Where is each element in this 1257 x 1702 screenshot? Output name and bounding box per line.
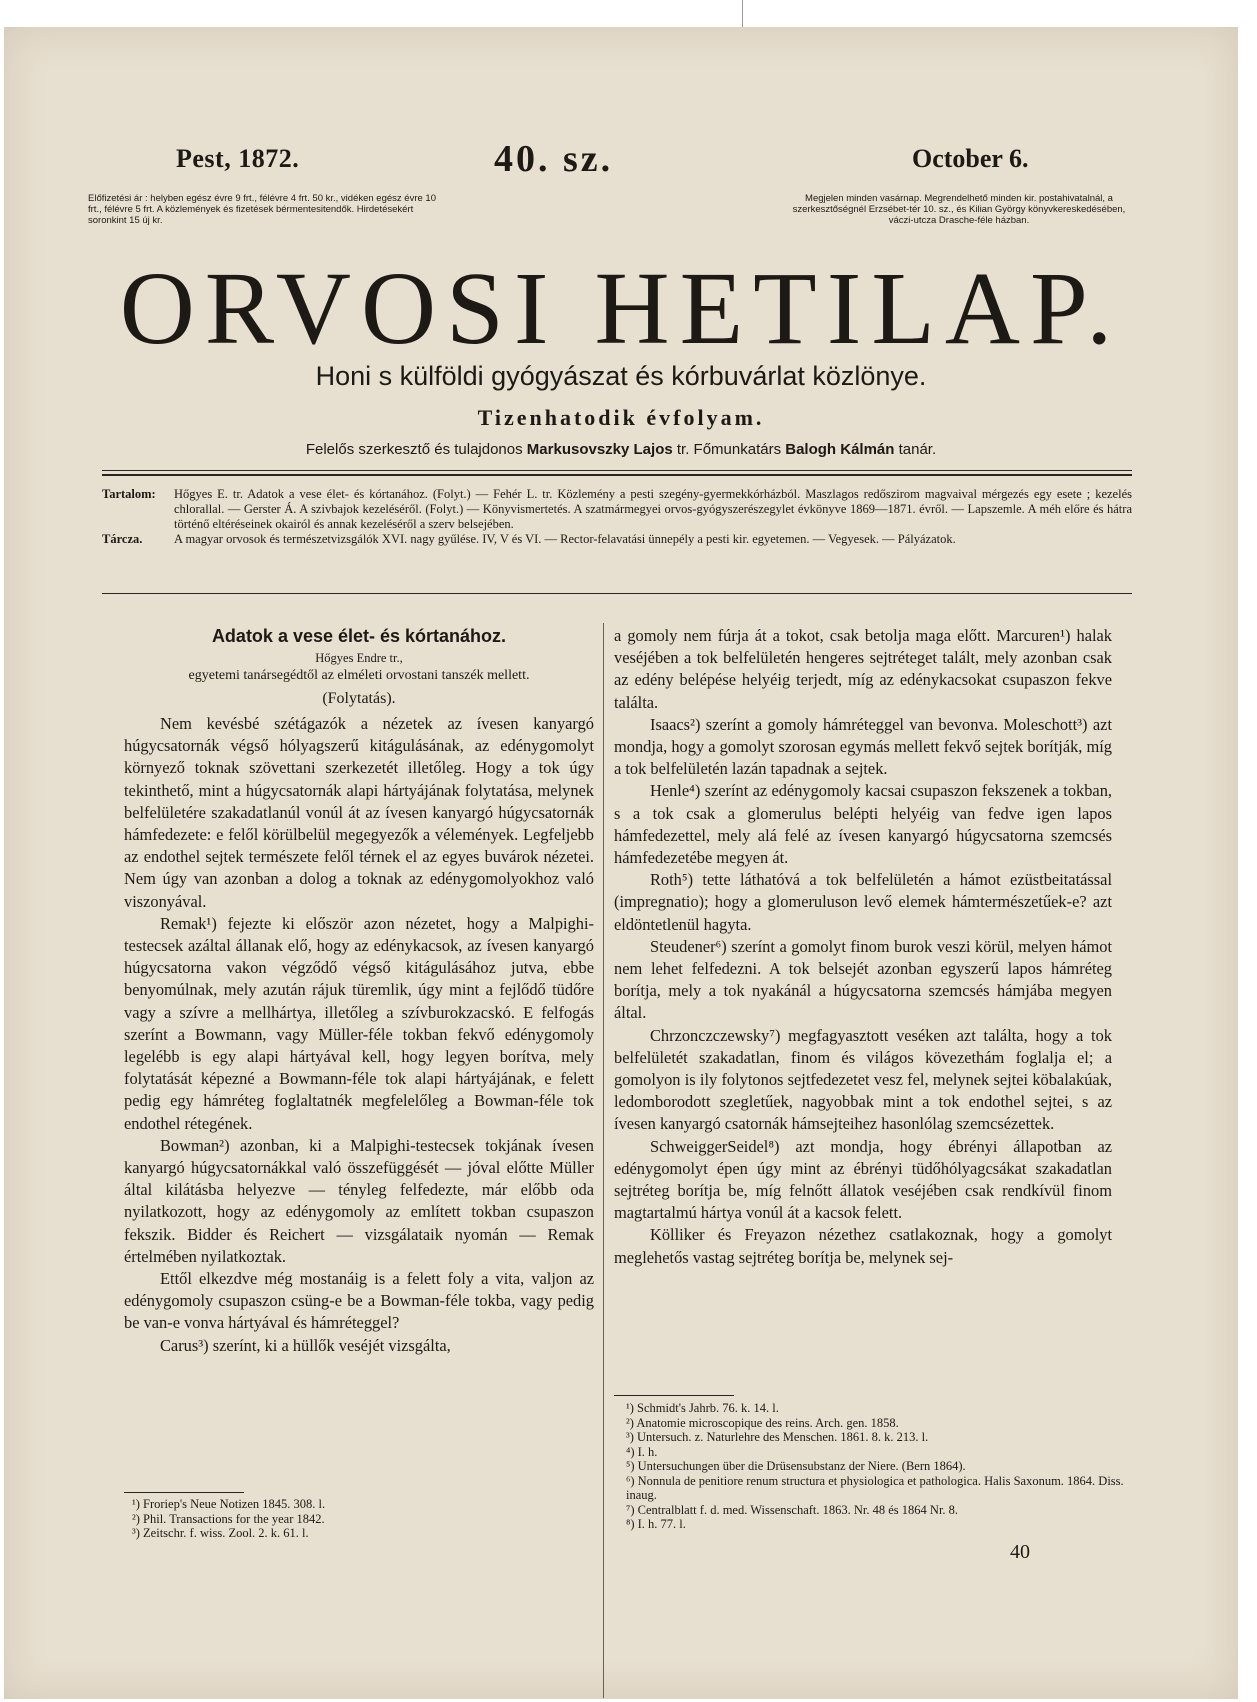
masthead-title: ORVOSI HETILAP.	[119, 251, 1123, 366]
footnote: ³) Untersuch. z. Naturlehre des Menschen. 1861. 8. k. 213. l.	[626, 1430, 929, 1444]
toc-rule	[102, 593, 1132, 594]
footnote: ⁴) I. h.	[626, 1444, 658, 1459]
right-paragraph: Kölliker és Freyazon nézethez csatlakoznak, hogy a gomolyt meglehetős vastag sejtréteg borítja be, melynek sej-	[614, 1225, 1112, 1267]
issue-date: October 6.	[912, 144, 1029, 173]
left-paragraph: Ettől elkezdve még mostanáig is a felett foly a vita, valjon az edénygomoly csupaszon csüng-e be a Bowman-féle tokba, vagy pedig be van-e vonva hártyával és hámréteggel?	[124, 1269, 594, 1333]
right-column	[614, 625, 1112, 1269]
footnote: ¹) Schmidt's Jahrb. 76. k. 14. l.	[626, 1401, 779, 1415]
toc-contents-row	[102, 487, 1132, 532]
toc-feuilleton-label: Tárcza.	[102, 532, 143, 546]
left-footnotes	[132, 1497, 592, 1541]
header-rule-thin	[102, 470, 1132, 471]
footnote: ¹) Froriep's Neue Notizen 1845. 308. l.	[132, 1497, 326, 1511]
volume-line: Tizenhatodik évfolyam.	[477, 405, 765, 430]
page-number: 40	[1010, 1541, 1030, 1563]
right-paragraph: Roth⁵) tette láthatóvá a tok belfelületén a hámot ezüstbeitatással (impregnatio); hogy a glomeruluson levő elemek hámtermészetűek-e? azt eldöntetlenül hagyta.	[614, 870, 1112, 934]
left-footnote-rule	[124, 1492, 244, 1493]
right-paragraph: Chrzonczczewsky⁷) megfagyasztott veséken azt találta, hogy a tok belfelületét szakadatlan, finom és világos kövezethám foglalja el; a gomolyon is ily folytonos sejtfedezetet vesz fel, melynek sejtei köbalakúak, ledomborodott szegletűek, nagyobbak mint a tok endothel sejtei, s az ívesen kanyargó csatornák hámsejteihez hasonlólag szemcsézettek.	[614, 1025, 1112, 1134]
publication-info: Megjelen minden vasárnap. Megrendelhető minden kir. postahivatalnál, a szerkesztőségnél Erzsébet-tér 10. sz., és Kilian György könyvkereskedésében, váczi-utcza Drasche-féle házban.	[792, 193, 1126, 226]
table-of-contents	[102, 487, 1132, 547]
left-paragraph: Carus³) szerínt, ki a hüllők veséjét vizsgálta,	[160, 1335, 451, 1355]
editor-name: Markusovszky Lajos	[526, 441, 673, 458]
footnote: ²) Phil. Transactions for the year 1842.	[132, 1511, 325, 1526]
editor-line	[4, 441, 1238, 458]
right-paragraph: a gomoly nem fúrja át a tokot, csak betolja maga előtt. Marcuren¹) halak veséjében a tok belfelületén hengeres sejtréteget talált, mely azonban csak az edény belépése helyéig terjedt, míg az edénykacsokat csupaszon fekve találta.	[614, 626, 1112, 712]
coeditor-name: Balogh Kálmán	[785, 441, 895, 458]
toc-contents-text: Hőgyes E. tr. Adatok a vese élet- és kórtanához. (Folyt.) — Fehér L. tr. Közlemény a pesti szegény-gyermekkórházból. Maszlagos redőszirom magvaival mérgezés egy esete ; kezelés chlorallal. — Gerster Á. A szivbajok kezeléséről. (Folyt.) — Könyvismertetés. A szatmármegyei orvos-gyógyszerészegylet évkönyve 1869—1871. évről. — Lapszemle. A méh előre és hátra történő eltéréseinek okairól és annak kezeléséről a szerv belsejében.	[174, 487, 1132, 531]
article-affiliation: egyetemi tanársegédtől az elméleti orvostani tanszék mellett.	[188, 668, 530, 683]
right-paragraph: SchweiggerSeidel⁸) azt mondja, hogy ébrényi állapotban az edénygomolyt épen úgy mint az ébrényi tüdőhólyagcsákat szakadatlan sejtréteg borítja be, míg felnőtt állatok veséjében csak rendkívül finom magtartalmú hártya vonúl át a kacsok felett.	[614, 1136, 1112, 1223]
subscription-info: Előfizetési ár : helyben egész évre 9 frt., félévre 4 frt. 50 kr., vidéken egész évre 10 frt., félévre 5 frt. A közlemények és fizetések bérmentesitendők. Hirdetésekért soronkint 15 új kr.	[88, 193, 436, 226]
footnote: ²) Anatomie microscopique des reins. Arch. gen. 1858.	[626, 1415, 899, 1430]
left-paragraph: Remak¹) fejezte ki először azon nézetet, hogy a Malpighi-testecsek azáltal állanak elő, hogy az edénykacsok, az ívesen kanyargó húgycsatorna vakon végződő végső kitágulásához jutva, ebbe benyomúlnak, mely azután rájuk türemlik, úgy mint a fejlődő tüdőre vagy a szívre a mellhártya, illetőleg a szívburokzacskó. E felfogás szerínt a Bowmann, vagy Müller-féle tokban fekvő edénygomoly legelébb is egy alapi hártyával kell, hogy legyen borítva, mely folytatását képezné a Bowmann-féle tok alapi hártyájának, e felett pedig egy hámréteg foglaltatnék megfelelőleg a Bowman-féle tok endothel rétegének.	[124, 913, 594, 1133]
coeditor-suffix: tanár.	[898, 441, 937, 458]
issue-number: 40. sz.	[494, 138, 614, 180]
article-author: Hőgyes Endre tr.,	[315, 651, 403, 665]
header-rule-thick	[102, 474, 1132, 476]
newspaper-page	[4, 27, 1238, 1699]
toc-feuilleton-row	[102, 532, 1132, 547]
footnote: ⁷) Centralblatt f. d. med. Wissenschaft. 1863. Nr. 48 és 1864 Nr. 8.	[626, 1502, 959, 1517]
paper-crease	[742, 0, 743, 27]
right-footnote-rule	[614, 1395, 734, 1396]
editor-mid: tr. Főmunkatárs	[676, 441, 782, 458]
left-column	[124, 623, 594, 1357]
footnote: ⁶) Nonnula de penitiore renum structura et physiologica et pathologica. Halis Saxonum. 1864. Diss. inaug.	[626, 1473, 1124, 1502]
right-paragraph: Isaacs²) szerínt a gomoly hámréteggel van bevonva. Moleschott³) azt mondja, hogy a gomolyt szorosan egymás mellett fekvő sejtek borítják, míg a tok belfelületén lazán tapadnak a sejtek.	[614, 714, 1112, 779]
article-continued: (Folytatás).	[322, 690, 396, 707]
right-footnotes	[626, 1401, 1124, 1532]
editor-prefix: Felelős szerkesztő és tulajdonos	[305, 441, 523, 458]
footnote: ⁸) I. h. 77. l.	[626, 1517, 686, 1531]
left-paragraph: Bowman²) azonban, ki a Malpighi-testecsek tokjának ívesen kanyargó húgycsatornákkal való összefüggését — jóval előtte Müller által kilátásba helyezve — tényleg felfedezte, már előbb oda nyilatkozott, hogy az edénygomoly az említett tokban csupaszon fekszik. Bidder és Reichert — vizsgálataik nyomán — Remak értelmében nyilatkoztak.	[124, 1135, 594, 1266]
article-title: Adatok a vese élet- és kórtanához.	[211, 626, 507, 646]
footnote: ³) Zeitschr. f. wiss. Zool. 2. k. 61. l.	[132, 1526, 309, 1540]
place-year: Pest, 1872.	[176, 144, 300, 173]
toc-contents-label: Tartalom:	[102, 487, 156, 501]
column-divider	[603, 623, 604, 1698]
right-paragraph: Steudener⁶) szerínt a gomolyt finom burok veszi körül, melyen hámot nem lehet felfedezni. A tok belsejét azonban egyszerű lapos hámréteg borítja, mely a tok nyakánál a húgycsatorna szemcsés hámjába megyen által.	[614, 936, 1112, 1023]
toc-feuilleton-text: A magyar orvosok és természetvizsgálók XVI. nagy gyűlése. IV, V és VI. — Rector-felavatási ünnepély a pesti kir. egyetemen. — Vegyesek. — Pályázatok.	[174, 532, 956, 546]
footnote: ⁵) Untersuchungen über die Drüsensubstanz der Niere. (Bern 1864).	[626, 1459, 966, 1473]
left-paragraph: Nem kevésbé szétágazók a nézetek az ívesen kanyargó húgycsatornák végső hólyagszerű kitágulásának, az edénygomolyt környező toknak szövettani szerkezetét illetőleg. Hogy a tok úgy tekinthető, mint a húgycsatornák alapi hártyájának folytatása, melynek belfelületére szakadatlanúl vonúl át az ívesen kanyargó húgycsatornák hámfedezete: e felől körülbelül megegyezők a vélemények. Legfeljebb az endothel sejtek természete felől térnek el az egyes buvárok nézetei. Nem úgy van azonban a dolog a toknak az edénygomolyokhoz való viszonyával.	[124, 714, 594, 911]
right-paragraph: Henle⁴) szerínt az edénygomoly kacsai csupaszon fekszenek a tokban, s a tok csak a glomerulus belépti helyéig van fedve igen lapos hámfedezettel, mely alá felé az ívesen kanyargó húgycsatorna szemcsés hámfedezetébe megyen át.	[614, 781, 1112, 868]
masthead-subtitle: Honi s külföldi gyógyászat és kórbuvárlat közlönye.	[315, 361, 927, 391]
